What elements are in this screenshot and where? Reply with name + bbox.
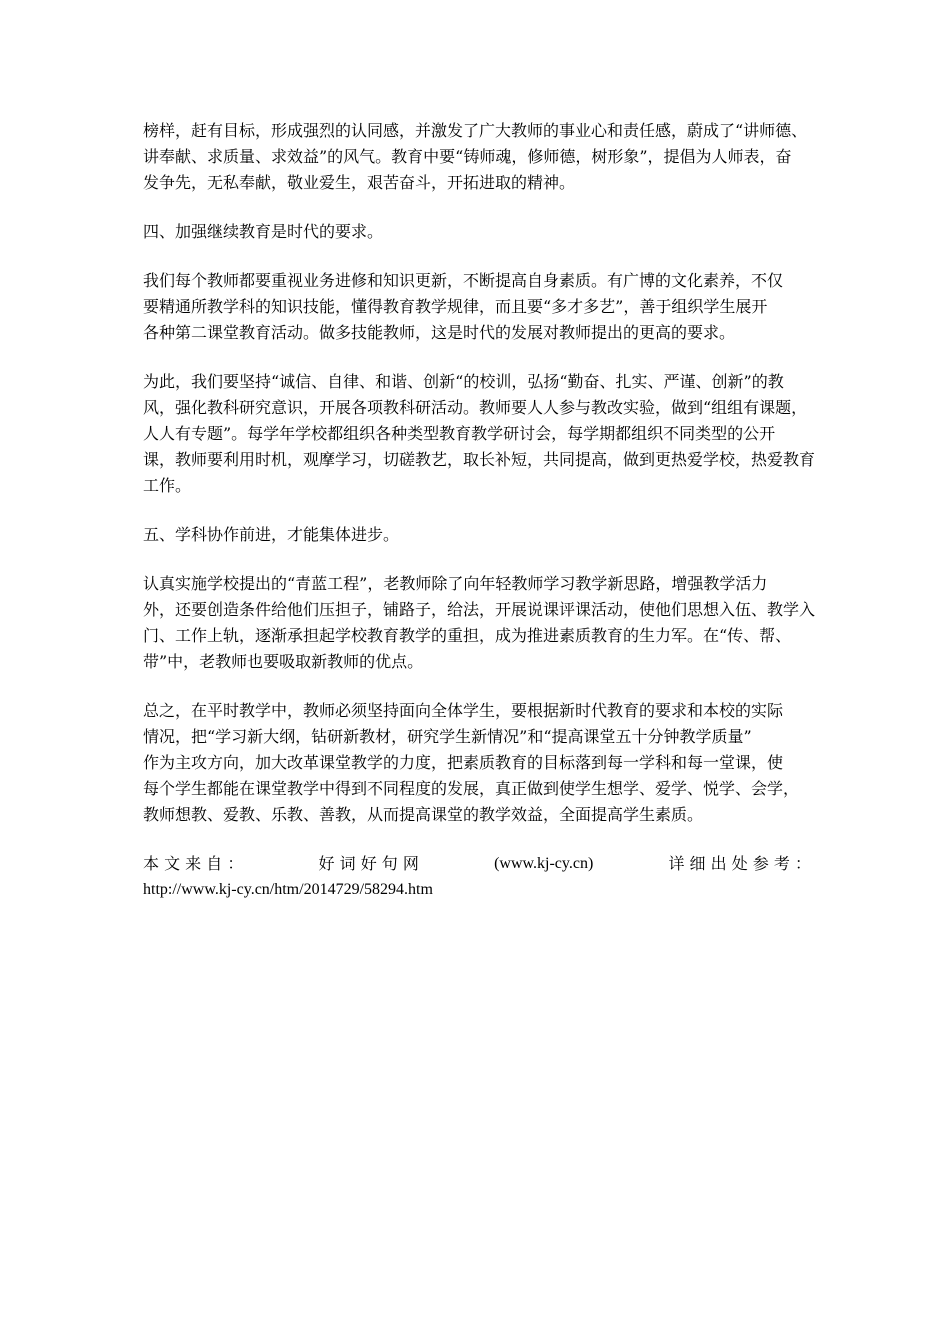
paragraph-line: 作为主攻方向，加大改革课堂教学的力度，把素质教育的目标落到每一学科和每一堂课，使 xyxy=(143,753,784,772)
paragraph-line: 各种第二课堂教育活动。做多技能教师，这是时代的发展对教师提出的更高的要求。 xyxy=(143,323,736,342)
paragraph-line: 榜样，赶有目标，形成强烈的认同感，并激发了广大教师的事业心和责任感，蔚成了“讲师德、 xyxy=(143,121,808,140)
paragraph-line: 教师想教、爱教、乐教、善教，从而提高课堂的教学效益，全面提高学生素质。 xyxy=(143,805,704,824)
paragraph-line: 外，还要创造条件给他们压担子，铺路子，给法，开展说课评课活动，使他们思想入伍、教学入 xyxy=(143,600,816,619)
paragraph-line: 我们每个教师都要重视业务进修和知识更新，不断提高自身素质。有广博的文化素养，不仅 xyxy=(143,271,784,290)
paragraph-line: 情况，把“学习新大纲，钻研新教材，研究学生新情况”和“提高课堂五十分钟教学质量” xyxy=(143,727,752,746)
paragraph-line: 总之，在平时教学中，教师必须坚持面向全体学生，要根据新时代教育的要求和本校的实际 xyxy=(143,701,784,720)
paragraph-line: 要精通所教学科的知识技能，懂得教育教学规律，而且要“多才多艺”，善于组织学生展开 xyxy=(143,297,768,316)
paragraph-line: 四、加强继续教育是时代的要求。 xyxy=(143,222,384,241)
paragraph-line: 每个学生都能在课堂教学中得到不同程度的发展，真正做到使学生想学、爱学、悦学、会学， xyxy=(143,779,800,798)
paragraph xyxy=(143,698,811,828)
document-page xyxy=(143,118,816,903)
paragraph-line: 课，教师要利用时机，观摩学习，切磋教艺，取长补短，共同提高，做到更热爱学校，热爱教育 xyxy=(143,450,816,469)
source-line xyxy=(143,851,811,877)
paragraph xyxy=(143,118,811,196)
paragraph xyxy=(143,369,816,499)
source-site-domain[interactable]: (www.kj-cy.cn) xyxy=(494,855,594,872)
source-site-name: 好 词 好 句 网 xyxy=(318,854,419,873)
paragraph-line: 工作。 xyxy=(143,476,192,495)
paragraph xyxy=(143,219,811,245)
source-label: 本 文 来 自 ： xyxy=(143,854,244,873)
paragraph xyxy=(143,522,811,548)
document-body xyxy=(143,118,816,828)
paragraph-line: 风，强化教科研究意识，开展各项教科研活动。教师要人人参与教改实验，做到“组组有课题， xyxy=(143,398,808,417)
paragraph xyxy=(143,268,811,346)
paragraph-line: 讲奉献、求质量、求效益”的风气。教育中要“铸师魂，修师德，树形象”，提倡为人师表，奋 xyxy=(143,147,792,166)
paragraph-line: 为此，我们要坚持“诚信、自律、和谐、创新“的校训，弘扬“勤奋、扎实、严谨、创新”的教 xyxy=(143,372,784,391)
paragraph xyxy=(143,571,816,675)
paragraph-line: 五、学科协作前进，才能集体进步。 xyxy=(143,525,400,544)
paragraph-line: 带”中，老教师也要吸取新教师的优点。 xyxy=(143,652,424,671)
source-detail-label: 详 细 出 处 参 考 ： xyxy=(668,854,811,873)
paragraph-line: 门、工作上轨，逐渐承担起学校教育教学的重担，成为推进素质教育的生力军。在“传、帮、 xyxy=(143,626,792,645)
paragraph-line: 人人有专题”。每学年学校都组织各种类型教育教学研讨会，每学期都组织不同类型的公开 xyxy=(143,424,776,443)
source-note xyxy=(143,851,811,903)
paragraph-line: 发争先，无私奉献，敬业爱生，艰苦奋斗，开拓进取的精神。 xyxy=(143,173,576,192)
paragraph-line: 认真实施学校提出的“青蓝工程”，老教师除了向年轻教师学习教学新思路，增强教学活力 xyxy=(143,574,768,593)
source-url-link[interactable]: http://www.kj-cy.cn/htm/2014729/58294.htm xyxy=(143,881,433,898)
